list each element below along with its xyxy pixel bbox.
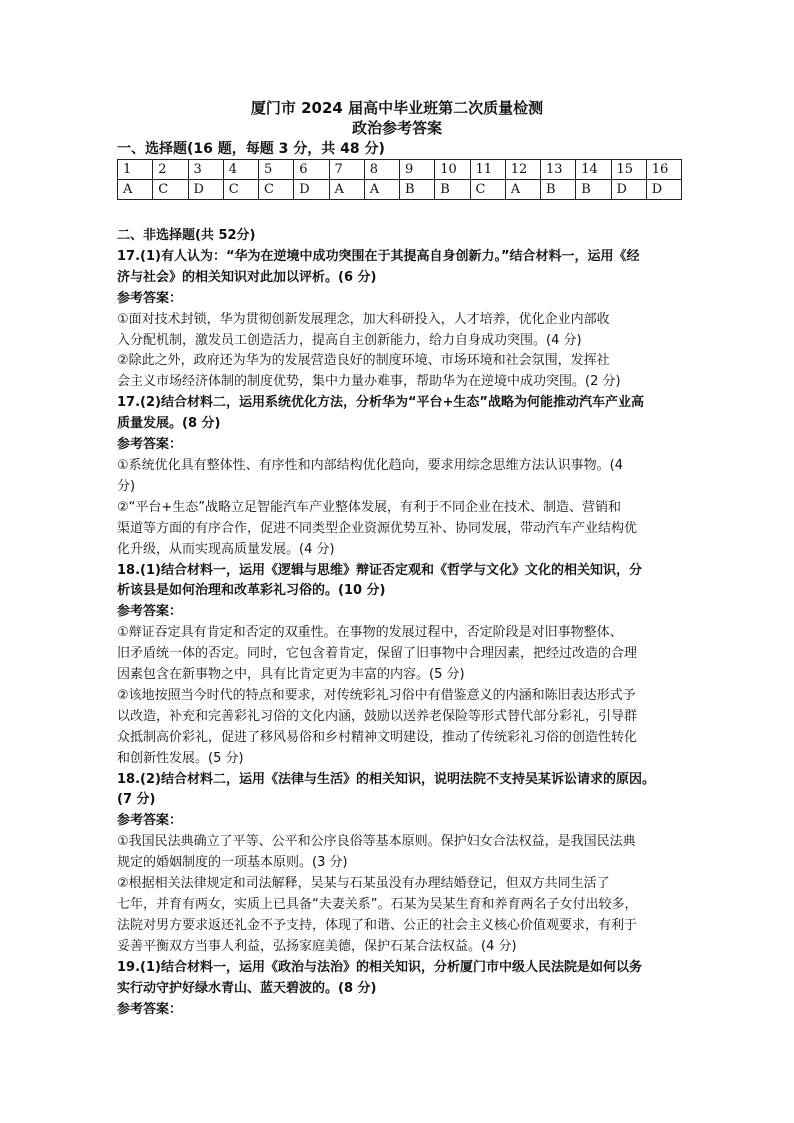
question-number-cell: 14 [576, 160, 611, 180]
question-number-cell: 6 [294, 160, 329, 180]
question-line: 18.(1)结合材料一，运用《逻辑与思维》辩证否定观和《哲学与文化》文化的相关知识，分 [117, 562, 642, 578]
question-number-cell: 1 [118, 160, 153, 180]
answer-cell: B [435, 180, 470, 200]
non-choice-section [117, 226, 683, 1020]
answer-cell: B [541, 180, 576, 200]
question-number-cell: 8 [364, 160, 399, 180]
question-number-cell: 10 [435, 160, 470, 180]
question-line: 实行动守护好绿水青山、蓝天碧波的。(8 分) [117, 980, 377, 996]
answer-cell: B [400, 180, 435, 200]
answer-table [117, 159, 682, 200]
answer-cell: C [153, 180, 188, 200]
answer-line: 化升级，从而实现高质量发展。(4 分) [117, 541, 335, 557]
question-line: 17.(2)结合材料二，运用系统优化方法，分析华为“平台+生态”战略为何能推动汽车产业高 [117, 395, 644, 411]
question-number-cell: 3 [188, 160, 223, 180]
answer-line: 会主义市场经济体制的制度优势，集中力量办难事，帮助华为在逆境中成功突围。(2 分) [117, 374, 621, 390]
question-line: 济与社会》的相关知识对此加以评析。(6 分) [117, 269, 377, 285]
answer-line: ②除此之外，政府还为华为的发展营造良好的制度环境、市场环境和社会氛围，发挥社 [117, 353, 610, 369]
question-number-cell: 13 [541, 160, 576, 180]
question-line: 18.(2)结合材料二，运用《法律与生活》的相关知识，说明法院不支持吴某诉讼请求的原因。 [117, 771, 655, 787]
answer-cell: D [188, 180, 223, 200]
answer-cell: A [118, 180, 153, 200]
answer-line: ②该地按照当今时代的特点和要求，对传统彩礼习俗中有借鉴意义的内涵和陈旧表达形式予 [117, 687, 636, 703]
document-title: 厦门市 2024 届高中毕业班第二次质量检测 [250, 99, 544, 117]
question-number-cell: 12 [505, 160, 540, 180]
answer-row [118, 180, 682, 200]
question-line: (7 分) [117, 792, 156, 808]
answer-line: ②“平台+生态”战略立足智能汽车产业整体发展，有利于不同企业在技术、制造、营销和 [117, 499, 622, 515]
answer-line: 众抵制高价彩礼，促进了移风易俗和乡村精神文明建设，推动了传统彩礼习俗的创造性转化 [117, 729, 638, 745]
answer-label: 参考答案： [117, 1001, 183, 1017]
answer-cell: C [470, 180, 505, 200]
answer-label: 参考答案： [117, 813, 183, 829]
answer-line: 以改造，补充和完善彩礼习俗的文化内涵，鼓励以送养老保险等形式替代部分彩礼，引导群 [117, 708, 638, 724]
question-number-cell: 5 [259, 160, 294, 180]
question-line: 质量发展。(8 分) [117, 416, 221, 432]
answer-line: 渠道等方面的有序合作，促进不同类型企业资源优势互补、协同发展，带动汽车产业结构优 [117, 520, 638, 536]
answer-label: 参考答案： [117, 604, 183, 620]
answer-line: 妥善平衡双方当事人利益，弘扬家庭美德，保护石某合法权益。(4 分) [117, 938, 517, 954]
question-number-cell: 15 [611, 160, 646, 180]
answer-cell: D [646, 180, 681, 200]
answer-cell: D [294, 180, 329, 200]
answer-line: 七年，并育有两女，实质上已具备“夫妻关系”。石某为吴某生育和养育两名子女付出较多， [117, 897, 638, 912]
question-number-cell: 16 [646, 160, 681, 180]
answer-line: ①面对技术封锁，华为贯彻创新发展理念，加大科研投入，人才培养，优化企业内部收 [117, 311, 610, 327]
question-line: 17.(1)有人认为：“华为在逆境中成功突围在于其提高自身创新力。”结合材料一，运用《经 [117, 248, 640, 264]
answer-line: ②根据相关法律规定和司法解释，吴某与石某虽没有办理结婚登记，但双方共同生活了 [117, 876, 610, 892]
answer-cell: C [223, 180, 258, 200]
answer-line: 分) [117, 478, 136, 494]
question-number-cell: 7 [329, 160, 364, 180]
answer-line: 入分配机制，激发员工创造活力，提高自主创新能力，给力自身成功突围。(4 分) [117, 332, 582, 348]
answer-cell: B [576, 180, 611, 200]
answer-line: 和创新性发展。(5 分) [117, 750, 244, 766]
question-number-cell: 11 [470, 160, 505, 180]
question-line: 析该县是如何治理和改革彩礼习俗的。(10 分) [117, 583, 386, 599]
answer-line: 因素包含在新事物之中，具有比肯定更为丰富的内容。(5 分) [117, 667, 465, 683]
question-number-cell: 9 [400, 160, 435, 180]
answer-line: ①系统优化具有整体性、有序性和内部结构优化趋向，要求用综念思维方法认识事物。(4 [117, 457, 623, 473]
answer-cell: D [611, 180, 646, 200]
question-number-row [118, 160, 682, 180]
answer-cell: A [329, 180, 364, 200]
answer-line: 规定的婚姻制度的一项基本原则。(3 分) [117, 855, 348, 871]
answer-cell: A [364, 180, 399, 200]
answer-cell: C [259, 180, 294, 200]
answer-cell: A [505, 180, 540, 200]
question-number-cell: 2 [153, 160, 188, 180]
answer-label: 参考答案： [117, 290, 183, 306]
answer-label: 参考答案： [117, 437, 183, 453]
answer-line: 法院对男方要求返还礼金不予支持，体现了和谐、公正的社会主义核心价值观要求，有利于 [117, 917, 638, 933]
document-subtitle: 政治参考答案 [351, 119, 442, 137]
question-line: 19.(1)结合材料一，运用《政治与法治》的相关知识，分析厦门市中级人民法院是如何以务 [117, 959, 642, 975]
question-number-cell: 4 [223, 160, 258, 180]
answer-line: 旧矛盾统一体的否定。同时，它包含着肯定，保留了旧事物中合理因素，把经过改造的合理 [117, 646, 638, 662]
section-heading-choice: 一、选择题(16 题，每题 3 分，共 48 分) [117, 141, 385, 157]
section-heading-non-choice: 二、非选择题(共 52分) [117, 228, 256, 243]
answer-line: ①辩证吞定具有肯定和否定的双重性。在事物的发展过程中，否定阶段是对旧事物整体、 [117, 625, 623, 641]
answer-line: ①我国民法典确立了平等、公平和公序良俗等基本原则。保护妇女合法权益，是我国民法典 [117, 834, 636, 850]
